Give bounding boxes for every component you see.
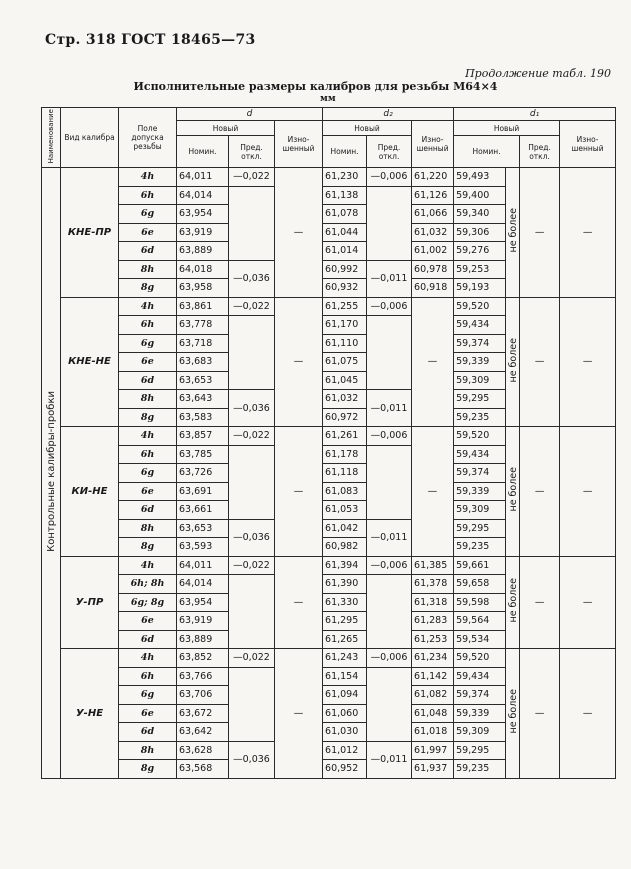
d-nominal: 63,889 bbox=[177, 630, 229, 649]
d1-nominal: 59,309 bbox=[454, 371, 506, 390]
d1-worn: — bbox=[560, 649, 616, 779]
table-row bbox=[42, 649, 616, 668]
tolerance-field: 8g bbox=[119, 760, 177, 779]
tolerance-field: 6d bbox=[119, 242, 177, 261]
d1-worn: — bbox=[560, 297, 616, 427]
ne-bolee-label: не более bbox=[508, 467, 520, 512]
d2-deviation: —0,011 bbox=[367, 390, 412, 427]
table-row bbox=[42, 427, 616, 446]
gauge-kind: КИ-НЕ bbox=[61, 427, 119, 557]
d-deviation: —0,022 bbox=[229, 649, 275, 668]
d-nominal: 63,628 bbox=[177, 741, 229, 760]
d2-deviation: —0,006 bbox=[367, 649, 412, 668]
ne-bolee-label: не более bbox=[508, 208, 520, 253]
d2-deviation: —0,011 bbox=[367, 741, 412, 778]
d2-nominal: 61,170 bbox=[323, 316, 367, 335]
tolerance-field: 6e bbox=[119, 482, 177, 501]
tolerance-field: 8g bbox=[119, 279, 177, 298]
d2-deviation: —0,006 bbox=[367, 427, 412, 446]
d2-deviation: —0,011 bbox=[367, 519, 412, 556]
d-deviation bbox=[229, 667, 275, 741]
d-deviation: —0,036 bbox=[229, 390, 275, 427]
tolerance-field: 6e bbox=[119, 353, 177, 372]
tolerance-field: 6d bbox=[119, 630, 177, 649]
d2-nominal: 61,330 bbox=[323, 593, 367, 612]
d1-nominal: 59,374 bbox=[454, 334, 506, 353]
d1-nominal: 59,658 bbox=[454, 575, 506, 594]
d1-nominal: 59,339 bbox=[454, 353, 506, 372]
d2-worn: — bbox=[412, 427, 454, 557]
d2-nominal: 61,118 bbox=[323, 464, 367, 483]
d-nominal: 63,766 bbox=[177, 667, 229, 686]
d-nominal: 63,857 bbox=[177, 427, 229, 446]
tolerance-field: 6h bbox=[119, 445, 177, 464]
d-nominal: 63,593 bbox=[177, 538, 229, 557]
d2-nominal: 61,078 bbox=[323, 205, 367, 224]
d2-worn: 61,253 bbox=[412, 630, 454, 649]
d1-worn: — bbox=[560, 556, 616, 649]
tolerance-field: 6d bbox=[119, 723, 177, 742]
d2-worn: 61,032 bbox=[412, 223, 454, 242]
d2-nominal: 61,045 bbox=[323, 371, 367, 390]
header-d-nomin: Номин. bbox=[177, 136, 229, 168]
d-nominal: 63,726 bbox=[177, 464, 229, 483]
d2-nominal: 61,178 bbox=[323, 445, 367, 464]
table-row bbox=[42, 297, 616, 316]
tolerance-field: 8h bbox=[119, 741, 177, 760]
d2-nominal: 61,060 bbox=[323, 704, 367, 723]
header-d: d bbox=[177, 108, 323, 121]
d-worn: — bbox=[275, 556, 323, 649]
d2-deviation: —0,006 bbox=[367, 297, 412, 316]
gauge-kind: КНЕ-ПР bbox=[61, 168, 119, 298]
ne-bolee-cell bbox=[506, 427, 520, 557]
header-d2-pred-otkl: Пред. откл. bbox=[367, 136, 412, 168]
d-nominal: 64,011 bbox=[177, 168, 229, 187]
d1-deviation: — bbox=[520, 556, 560, 649]
d2-worn: 61,126 bbox=[412, 186, 454, 205]
gauge-kind: У-ПР bbox=[61, 556, 119, 649]
d2-nominal: 61,394 bbox=[323, 556, 367, 575]
ne-bolee-cell bbox=[506, 297, 520, 427]
d1-deviation: — bbox=[520, 427, 560, 557]
d-deviation: —0,022 bbox=[229, 168, 275, 187]
header-d-pred-otkl: Пред. откл. bbox=[229, 136, 275, 168]
header-pole-dopuska: Поле допуска резьбы bbox=[119, 108, 177, 168]
d-nominal: 63,861 bbox=[177, 297, 229, 316]
d2-worn: — bbox=[412, 297, 454, 427]
d1-worn: — bbox=[560, 168, 616, 298]
page-header-right: Продолжение табл. 190 bbox=[465, 67, 611, 80]
d2-nominal: 61,030 bbox=[323, 723, 367, 742]
gauge-kind: КНЕ-НЕ bbox=[61, 297, 119, 427]
d2-worn: 61,378 bbox=[412, 575, 454, 594]
table-caption: Исполнительные размеры калибров для резьбы М64×4 bbox=[133, 80, 498, 93]
d-nominal: 63,958 bbox=[177, 279, 229, 298]
d2-nominal: 61,032 bbox=[323, 390, 367, 409]
table-body bbox=[42, 168, 616, 779]
tolerance-field: 6h bbox=[119, 316, 177, 335]
group-name-cell bbox=[42, 168, 61, 779]
header-d2: d₂ bbox=[323, 108, 454, 121]
d2-deviation bbox=[367, 186, 412, 260]
tolerance-field: 6g bbox=[119, 205, 177, 224]
d2-nominal: 61,230 bbox=[323, 168, 367, 187]
d2-nominal: 60,972 bbox=[323, 408, 367, 427]
d-deviation bbox=[229, 186, 275, 260]
tolerance-field: 6h bbox=[119, 186, 177, 205]
tolerance-field: 4h bbox=[119, 297, 177, 316]
d-deviation: —0,036 bbox=[229, 741, 275, 778]
d1-nominal: 59,295 bbox=[454, 519, 506, 538]
d2-worn: 61,002 bbox=[412, 242, 454, 261]
d-nominal: 63,661 bbox=[177, 501, 229, 520]
ne-bolee-label: не более bbox=[508, 337, 520, 383]
d1-nominal: 59,235 bbox=[454, 760, 506, 779]
d1-nominal: 59,253 bbox=[454, 260, 506, 279]
tolerance-field: 6d bbox=[119, 501, 177, 520]
d-worn: — bbox=[275, 427, 323, 557]
d-deviation bbox=[229, 575, 275, 649]
d2-nominal: 61,154 bbox=[323, 667, 367, 686]
d1-nominal: 59,661 bbox=[454, 556, 506, 575]
d2-worn: 61,066 bbox=[412, 205, 454, 224]
d-nominal: 63,954 bbox=[177, 205, 229, 224]
d1-nominal: 59,520 bbox=[454, 649, 506, 668]
d1-nominal: 59,340 bbox=[454, 205, 506, 224]
d2-nominal: 61,138 bbox=[323, 186, 367, 205]
d2-worn: 61,997 bbox=[412, 741, 454, 760]
d2-nominal: 61,265 bbox=[323, 630, 367, 649]
d-nominal: 64,018 bbox=[177, 260, 229, 279]
units-label: мм bbox=[320, 94, 336, 104]
tolerance-field: 8h bbox=[119, 260, 177, 279]
header-d2-novyi: Новый bbox=[323, 121, 412, 136]
d2-nominal: 61,094 bbox=[323, 686, 367, 705]
tolerance-field: 6e bbox=[119, 612, 177, 631]
tolerance-field: 4h bbox=[119, 649, 177, 668]
d2-nominal: 61,053 bbox=[323, 501, 367, 520]
d-nominal: 64,014 bbox=[177, 186, 229, 205]
d2-nominal: 61,042 bbox=[323, 519, 367, 538]
tolerance-field: 6d bbox=[119, 371, 177, 390]
d-nominal: 63,653 bbox=[177, 371, 229, 390]
gauge-kind: У-НЕ bbox=[61, 649, 119, 779]
header-d-iznoshennyi: Изно-шенный bbox=[275, 121, 323, 168]
ne-bolee-cell bbox=[506, 649, 520, 779]
d-nominal: 63,706 bbox=[177, 686, 229, 705]
d1-nominal: 59,374 bbox=[454, 686, 506, 705]
tolerance-field: 8g bbox=[119, 408, 177, 427]
d2-deviation bbox=[367, 575, 412, 649]
ne-bolee-cell bbox=[506, 168, 520, 298]
d2-worn: 61,142 bbox=[412, 667, 454, 686]
header-d2-iznoshennyi: Изно-шенный bbox=[412, 121, 454, 168]
d-nominal: 63,919 bbox=[177, 612, 229, 631]
header-naimenovanie: Наименование bbox=[42, 108, 61, 168]
d-deviation: —0,036 bbox=[229, 519, 275, 556]
d-worn: — bbox=[275, 168, 323, 298]
d1-deviation: — bbox=[520, 297, 560, 427]
header-d1: d₁ bbox=[454, 108, 616, 121]
d1-nominal: 59,598 bbox=[454, 593, 506, 612]
d2-nominal: 61,390 bbox=[323, 575, 367, 594]
d1-nominal: 59,534 bbox=[454, 630, 506, 649]
d2-deviation: —0,011 bbox=[367, 260, 412, 297]
d-worn: — bbox=[275, 649, 323, 779]
d2-deviation bbox=[367, 445, 412, 519]
d-nominal: 64,011 bbox=[177, 556, 229, 575]
d-nominal: 63,785 bbox=[177, 445, 229, 464]
d2-nominal: 61,261 bbox=[323, 427, 367, 446]
d-deviation: —0,022 bbox=[229, 427, 275, 446]
d1-worn: — bbox=[560, 427, 616, 557]
d-nominal: 63,643 bbox=[177, 390, 229, 409]
d1-deviation: — bbox=[520, 649, 560, 779]
header-d1-novyi: Новый bbox=[454, 121, 560, 136]
d1-nominal: 59,295 bbox=[454, 390, 506, 409]
d-nominal: 63,672 bbox=[177, 704, 229, 723]
d1-nominal: 59,434 bbox=[454, 316, 506, 335]
d2-nominal: 61,295 bbox=[323, 612, 367, 631]
tolerance-field: 4h bbox=[119, 556, 177, 575]
d2-nominal: 61,255 bbox=[323, 297, 367, 316]
d1-nominal: 59,434 bbox=[454, 667, 506, 686]
d-deviation bbox=[229, 445, 275, 519]
tolerance-field: 6g bbox=[119, 464, 177, 483]
d-nominal: 63,954 bbox=[177, 593, 229, 612]
d2-nominal: 61,044 bbox=[323, 223, 367, 242]
d2-deviation bbox=[367, 316, 412, 390]
d-nominal: 63,583 bbox=[177, 408, 229, 427]
d-nominal: 63,568 bbox=[177, 760, 229, 779]
d-nominal: 64,014 bbox=[177, 575, 229, 594]
tolerance-field: 6g bbox=[119, 686, 177, 705]
tolerance-field: 6g bbox=[119, 334, 177, 353]
page-header-left: Стр. 318 ГОСТ 18465—73 bbox=[45, 32, 256, 48]
gauge-dimensions-table bbox=[41, 107, 616, 779]
header-d2-nomin: Номин. bbox=[323, 136, 367, 168]
d2-worn: 61,385 bbox=[412, 556, 454, 575]
d2-deviation: —0,006 bbox=[367, 168, 412, 187]
table-row bbox=[42, 168, 616, 187]
d2-nominal: 60,992 bbox=[323, 260, 367, 279]
d-deviation: —0,036 bbox=[229, 260, 275, 297]
d-deviation bbox=[229, 316, 275, 390]
tolerance-field: 6e bbox=[119, 704, 177, 723]
d1-nominal: 59,520 bbox=[454, 297, 506, 316]
d1-nominal: 59,339 bbox=[454, 482, 506, 501]
d2-nominal: 61,075 bbox=[323, 353, 367, 372]
header-d-novyi: Новый bbox=[177, 121, 275, 136]
d-nominal: 63,653 bbox=[177, 519, 229, 538]
tolerance-field: 8h bbox=[119, 390, 177, 409]
d2-worn: 61,283 bbox=[412, 612, 454, 631]
d1-nominal: 59,276 bbox=[454, 242, 506, 261]
d2-worn: 61,937 bbox=[412, 760, 454, 779]
tolerance-field: 4h bbox=[119, 427, 177, 446]
d1-nominal: 59,564 bbox=[454, 612, 506, 631]
d1-nominal: 59,235 bbox=[454, 538, 506, 557]
d-nominal: 63,919 bbox=[177, 223, 229, 242]
d2-nominal: 61,110 bbox=[323, 334, 367, 353]
d1-nominal: 59,520 bbox=[454, 427, 506, 446]
tolerance-field: 8h bbox=[119, 519, 177, 538]
d-nominal: 63,778 bbox=[177, 316, 229, 335]
d2-worn: 60,918 bbox=[412, 279, 454, 298]
tolerance-field: 6h; 8h bbox=[119, 575, 177, 594]
tolerance-field: 6e bbox=[119, 223, 177, 242]
d2-nominal: 60,952 bbox=[323, 760, 367, 779]
d2-nominal: 60,982 bbox=[323, 538, 367, 557]
header-d1-iznoshennyi: Изно-шенный bbox=[560, 121, 616, 168]
d1-nominal: 59,306 bbox=[454, 223, 506, 242]
d-deviation: —0,022 bbox=[229, 556, 275, 575]
d-nominal: 63,718 bbox=[177, 334, 229, 353]
d1-nominal: 59,400 bbox=[454, 186, 506, 205]
d2-nominal: 61,243 bbox=[323, 649, 367, 668]
d-nominal: 63,889 bbox=[177, 242, 229, 261]
group-name: Контрольные калибры-пробки bbox=[45, 390, 57, 552]
ne-bolee-cell bbox=[506, 556, 520, 649]
d-worn: — bbox=[275, 297, 323, 427]
d-nominal: 63,691 bbox=[177, 482, 229, 501]
d2-worn: 61,234 bbox=[412, 649, 454, 668]
header-d1-nomin: Номин. bbox=[454, 136, 520, 168]
d2-deviation: —0,006 bbox=[367, 556, 412, 575]
d1-nominal: 59,434 bbox=[454, 445, 506, 464]
tolerance-field: 4h bbox=[119, 168, 177, 187]
d2-worn: 61,048 bbox=[412, 704, 454, 723]
d-deviation: —0,022 bbox=[229, 297, 275, 316]
d1-nominal: 59,193 bbox=[454, 279, 506, 298]
d1-nominal: 59,374 bbox=[454, 464, 506, 483]
d2-worn: 61,018 bbox=[412, 723, 454, 742]
d-nominal: 63,852 bbox=[177, 649, 229, 668]
d2-worn: 61,082 bbox=[412, 686, 454, 705]
d1-nominal: 59,235 bbox=[454, 408, 506, 427]
d2-nominal: 61,014 bbox=[323, 242, 367, 261]
tolerance-field: 6g; 8g bbox=[119, 593, 177, 612]
d2-deviation bbox=[367, 667, 412, 741]
tolerance-field: 6h bbox=[119, 667, 177, 686]
d2-worn: 61,318 bbox=[412, 593, 454, 612]
d1-nominal: 59,339 bbox=[454, 704, 506, 723]
ne-bolee-label: не более bbox=[508, 578, 520, 623]
header-d1-pred-otkl: Пред. откл. bbox=[520, 136, 560, 168]
d-nominal: 63,642 bbox=[177, 723, 229, 742]
d1-nominal: 59,493 bbox=[454, 168, 506, 187]
d2-nominal: 61,012 bbox=[323, 741, 367, 760]
d1-deviation: — bbox=[520, 168, 560, 298]
d1-nominal: 59,309 bbox=[454, 501, 506, 520]
d2-nominal: 61,083 bbox=[323, 482, 367, 501]
d2-worn: 60,978 bbox=[412, 260, 454, 279]
d-nominal: 63,683 bbox=[177, 353, 229, 372]
tolerance-field: 8g bbox=[119, 538, 177, 557]
d1-nominal: 59,295 bbox=[454, 741, 506, 760]
table-row bbox=[42, 556, 616, 575]
d2-nominal: 60,932 bbox=[323, 279, 367, 298]
header-vid-kalibra: Вид калибра bbox=[61, 108, 119, 168]
d2-worn: 61,220 bbox=[412, 168, 454, 187]
ne-bolee-label: не более bbox=[508, 689, 520, 734]
d1-nominal: 59,309 bbox=[454, 723, 506, 742]
